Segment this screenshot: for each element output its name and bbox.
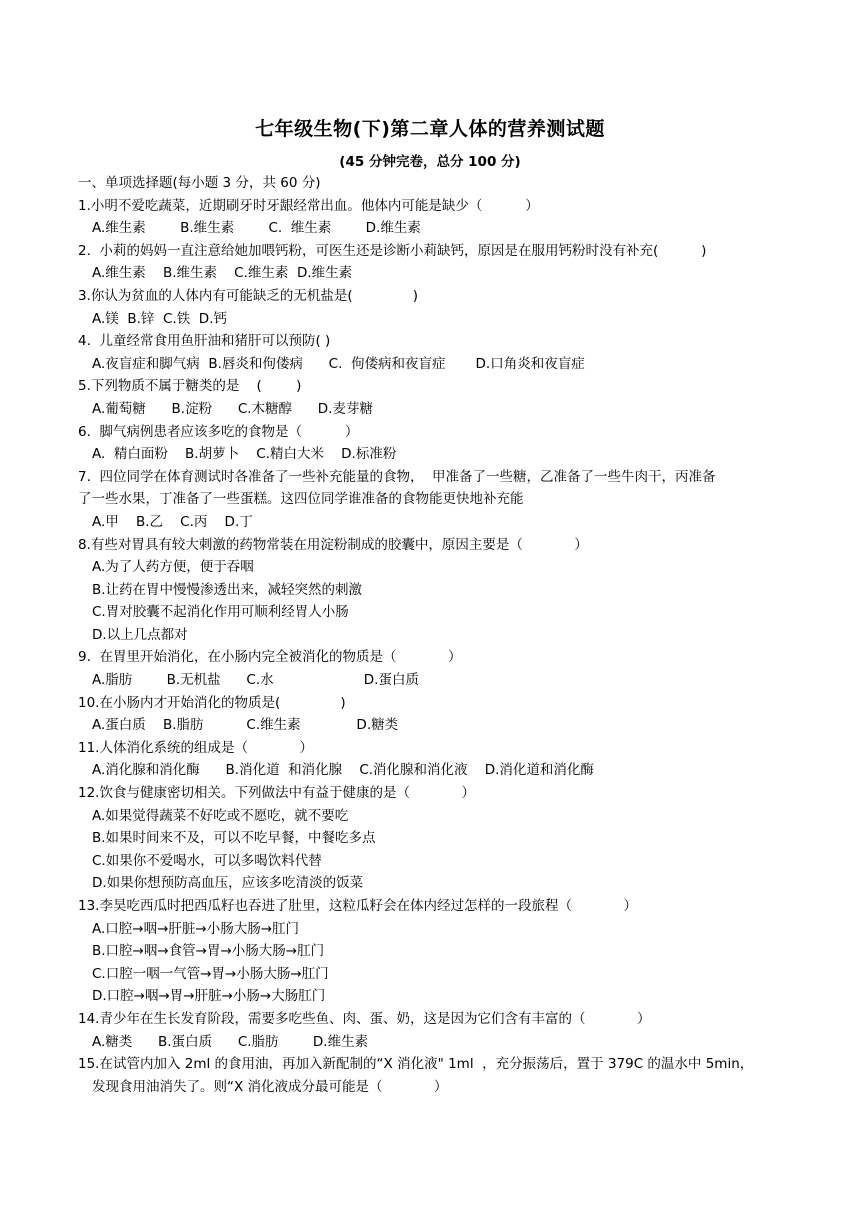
question-line: 6. 脚气病例患者应该多吃的食物是（ ） [78, 423, 359, 440]
answer-option-line: D.如果你想预防高血压，应该多吃清淡的饭菜 [92, 875, 364, 892]
question-lines [78, 195, 790, 1099]
question-line: 4. 儿童经常食用鱼肝油和猪肝可以预防( ) [78, 333, 331, 350]
page-subtitle: (45 分钟完卷，总分 100 分) [339, 154, 521, 170]
question-line: 8.有些对胃具有较大刺激的药物常装在用淀粉制成的胶囊中，原因主要是（ ） [78, 536, 588, 553]
question-line: 1.小明不爱吃蔬菜，近期刷牙时牙龈经常出血。他体内可能是缺少（ ） [78, 197, 539, 214]
question-line: 3.你认为贫血的人体内有可能缺乏的无机盐是( ) [78, 287, 418, 304]
answer-option-line: B.口腔→咽→食管→胃→小肠大肠→肛门 [92, 943, 325, 960]
question-line: 9. 在胃里开始消化，在小肠内完全被消化的物质是（ ） [78, 649, 462, 666]
question-line: 13.李昊吃西瓜时把西瓜籽也吞进了肚里，这粒瓜籽会在体内经过怎样的一段旅程（ ） [78, 898, 637, 914]
answer-option-line: A.葡萄糖 B.淀粉 C.木糖醇 D.麦芽糖 [92, 400, 373, 417]
answer-option-line: A.消化腺和消化酶 B.消化道 和消化腺 C.消化腺和消化液 D.消化道和消化酶 [92, 762, 594, 779]
answer-option-line: A.口腔→咽→肝脏→小肠大肠→肛门 [92, 920, 300, 937]
question-line: 12.饮食与健康密切相关。下列做法中有益于健康的是（ ） [78, 785, 475, 802]
question-content [78, 172, 790, 1098]
question-line: 5.下列物质不属于糖类的是 ( ) [78, 378, 302, 395]
answer-option-line: D.以上几点都对 [92, 626, 188, 643]
answer-option-line: A.维生素 B.维生素 C. 维生素 D.维生素 [92, 220, 421, 237]
answer-option-line: C.口腔一咽一气管→胃→小肠大肠→肛门 [92, 965, 329, 982]
question-line: 11.人体消化系统的组成是（ ） [78, 739, 313, 756]
question-line: 了一些水果，丁准备了一些蛋糕。这四位同学谁准备的食物能更快地补充能 [78, 491, 524, 508]
answer-option-line: A.甲 B.乙 C.丙 D.丁 [92, 513, 253, 530]
answer-option-line: A.为了人药方便，便于吞咽 [92, 559, 254, 576]
question-line: 7. 四位同学在体育测试时各准备了一些补充能量的食物， 甲准备了一些糖，乙准备了一些牛肉干，丙准备 [78, 468, 716, 485]
answer-option-line: A.维生素 B.维生素 C.维生素 D.维生素 [92, 265, 353, 282]
section-heading: 一、单项选择题(每小题 3 分，共 60 分) [78, 175, 321, 191]
question-line: 2. 小莉的妈妈一直注意给她加喂钙粉，可医生还是诊断小莉缺钙，原因是在服用钙粉时没有补充( ) [78, 242, 707, 259]
answer-option-line: B.让药在胃中慢慢渗透出来，减轻突然的刺激 [92, 581, 363, 598]
question-line: 14.青少年在生长发育阶段，需要多吃些鱼、肉、蛋、奶，这是因为它们含有丰富的（ ） [78, 1010, 651, 1027]
answer-option-line: A.如果觉得蔬菜不好吃或不愿吃，就不要吃 [92, 807, 349, 824]
question-line: 15.在试管内加入 2ml 的食用油，再加入新配制的“X 消化液" 1ml ，充分振荡后，置于 379C 的温水中 5min， [78, 1056, 754, 1073]
answer-option-line: 发现食用油消失了。则“X 消化液成分最可能是（ ） [92, 1078, 448, 1095]
answer-option-line: A.夜盲症和脚气病 B.唇炎和佝偻病 C. 佝偻病和夜盲症 D.口角炎和夜盲症 [92, 355, 585, 372]
answer-option-line: C.胃对胶囊不起消化作用可顺利经胃人小肠 [92, 604, 349, 621]
answer-option-line: A.蛋白质 B.脂肪 C.维生素 D.糖类 [92, 717, 399, 734]
answer-option-line: A. 精白面粉 B.胡萝卜 C.精白大米 D.标准粉 [92, 446, 397, 463]
question-line: 10.在小肠内才开始消化的物质是( ) [78, 694, 346, 711]
answer-option-line: C.如果你不爱喝水，可以多喝饮料代替 [92, 852, 322, 869]
page-title: 七年级生物(下)第二章人体的营养测试题 [255, 118, 605, 140]
answer-option-line: A.脂肪 B.无机盐 C.水 D.蛋白质 [92, 672, 419, 689]
answer-option-line: A.镁 B.锌 C.铁 D.钙 [92, 310, 227, 327]
answer-option-line: A.糖类 B.蛋白质 C.脂肪 D.维生素 [92, 1033, 369, 1050]
answer-option-line: B.如果时间来不及，可以不吃早餐，中餐吃多点 [92, 830, 376, 847]
answer-option-line: D.口腔→咽→胃→肝脏→小肠→大肠肛门 [92, 988, 326, 1005]
